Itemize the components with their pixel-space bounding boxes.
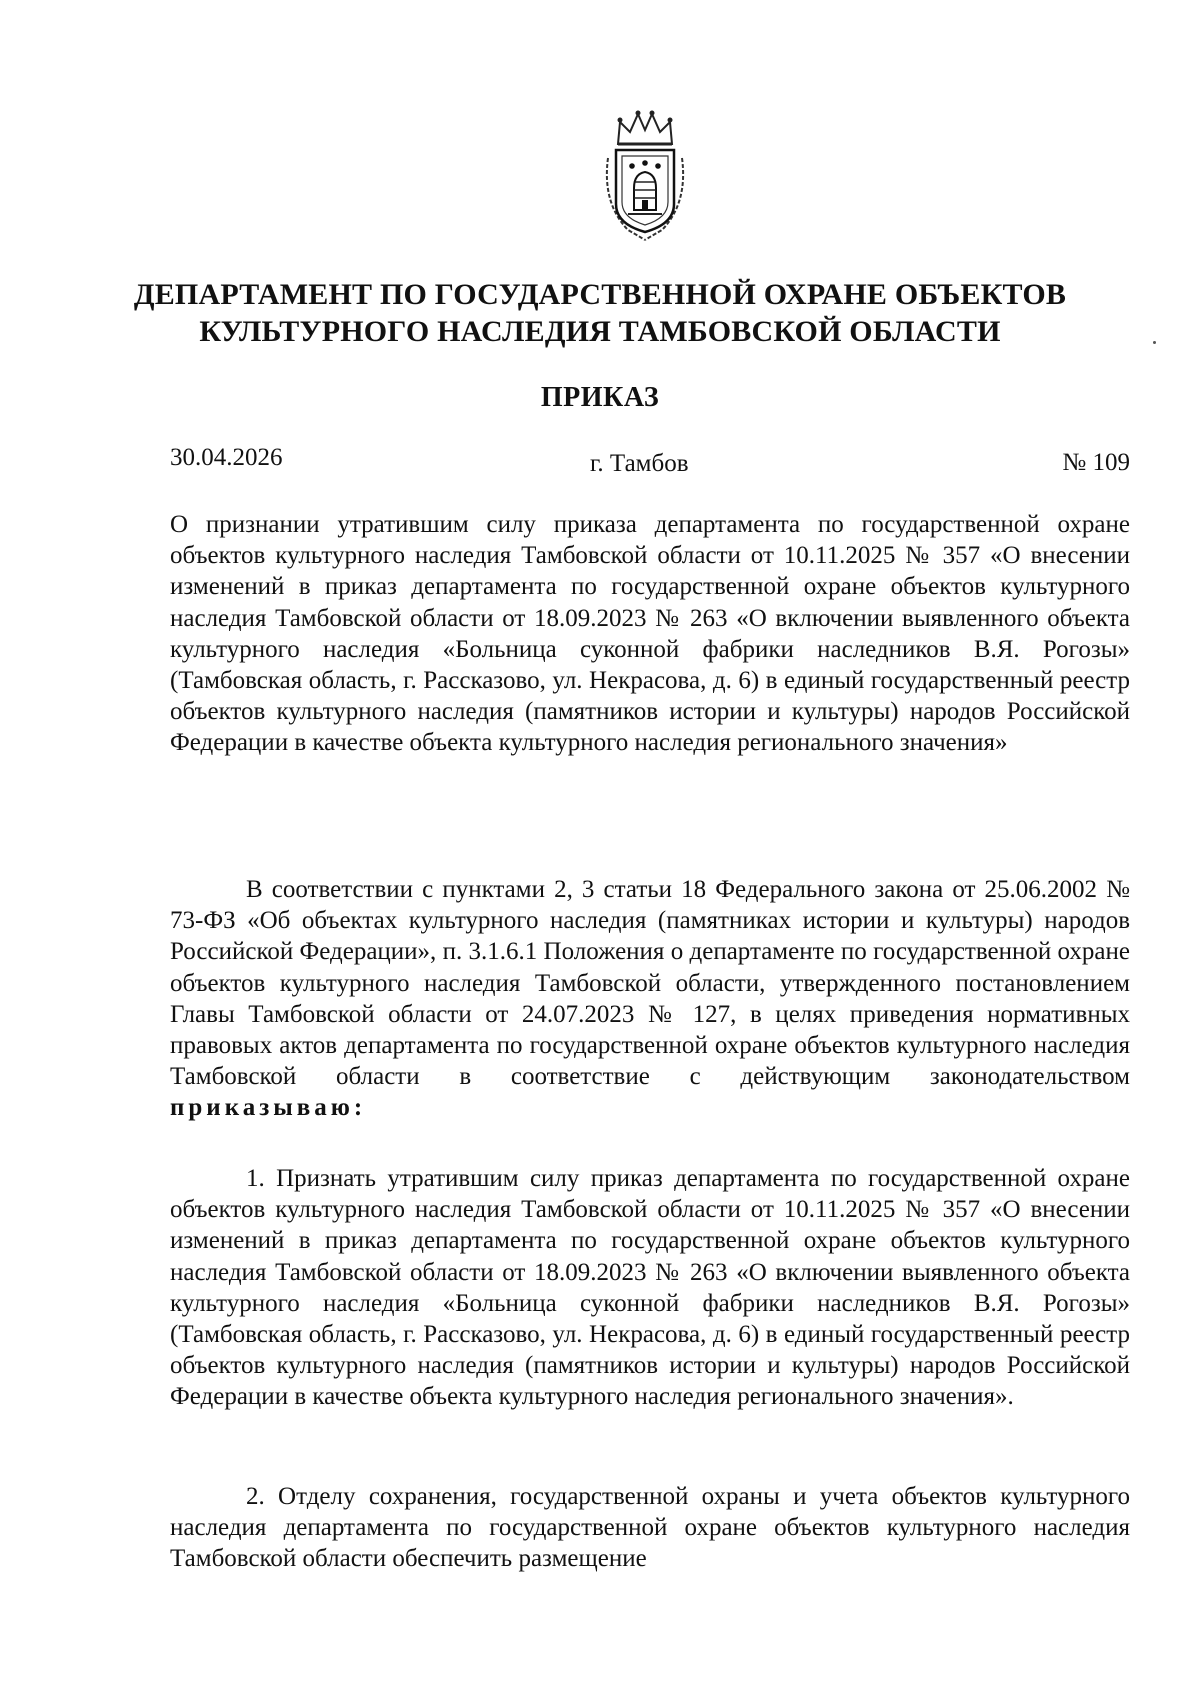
tambov-coat-of-arms-icon xyxy=(598,108,692,244)
order-city: г. Тамбов xyxy=(590,450,689,477)
document-type: ПРИКАЗ xyxy=(540,382,660,413)
item-2-paragraph: 2. Отделу сохранения, государственной охраны и учета объектов культурного наследия департамента по государственной охране объектов культурного наследия Тамбовской области обеспечить размещение xyxy=(170,1483,1130,1573)
department-line-1: ДЕПАРТАМЕНТ ПО ГОСУДАРСТВЕННОЙ ОХРАНЕ ОБЪЕКТОВ xyxy=(133,278,1067,311)
preamble-text: В соответствии с пунктами 2, 3 статьи 18 Федерального закона от 25.06.2002 № 73-ФЗ «Об объектах культурного наследия (памятниках истории и культуры) народов Российской Федерации», п. 3.1.6.1 Положения о департаменте по государственной охране объектов культурного наследия Тамбовской области, утвержденного постановлением Главы Тамбовской области от 24.07.2023 № 127, в целях приведения нормативных правовых актов департамента по государственной охране объектов культурного наследия Тамбовской области в соответствие с действующим законодательством xyxy=(170,876,1130,1091)
order-word: приказываю: xyxy=(170,1094,367,1122)
department-line-2: КУЛЬТУРНОГО НАСЛЕДИЯ ТАМБОВСКОЙ ОБЛАСТИ xyxy=(199,315,1001,348)
preamble-paragraph xyxy=(170,874,1130,1124)
order-title: О признании утратившим силу приказа департамента по государственной охране объектов культурного наследия Тамбовской области от 10.11.2025 № 357 «О внесении изменений в приказ департамента по государственной охране объектов культурного наследия Тамбовской области от 18.09.2023 № 263 «О включении выявленного объекта культурного наследия «Больница суконной фабрики наследников В.Я. Рогозы» (Тамбовская область, г. Рассказово, ул. Некрасова, д. 6) в единый государственный реестр объектов культурного наследия (памятников истории и культуры) народов Российской Федерации в качестве объекта культурного наследия регионального значения» xyxy=(170,511,1130,757)
item-1-paragraph: 1. Признать утратившим силу приказ департамента по государственной охране объектов культурного наследия Тамбовской области от 10.11.2025 № 357 «О внесении изменений в приказ департамента по государственной охране объектов культурного наследия Тамбовской области от 18.09.2023 № 263 «О включении выявленного объекта культурного наследия «Больница суконной фабрики наследников В.Я. Рогозы» (Тамбовская область, г. Рассказово, ул. Некрасова, д. 6) в единый государственный реестр объектов культурного наследия (памятников истории и культуры) народов Российской Федерации в качестве объекта культурного наследия регионального значения». xyxy=(170,1165,1130,1411)
scan-speck xyxy=(1153,341,1156,344)
order-number: № 109 xyxy=(1062,449,1130,476)
order-date: 30.04.2026 xyxy=(170,444,283,471)
department-name xyxy=(0,276,1200,350)
